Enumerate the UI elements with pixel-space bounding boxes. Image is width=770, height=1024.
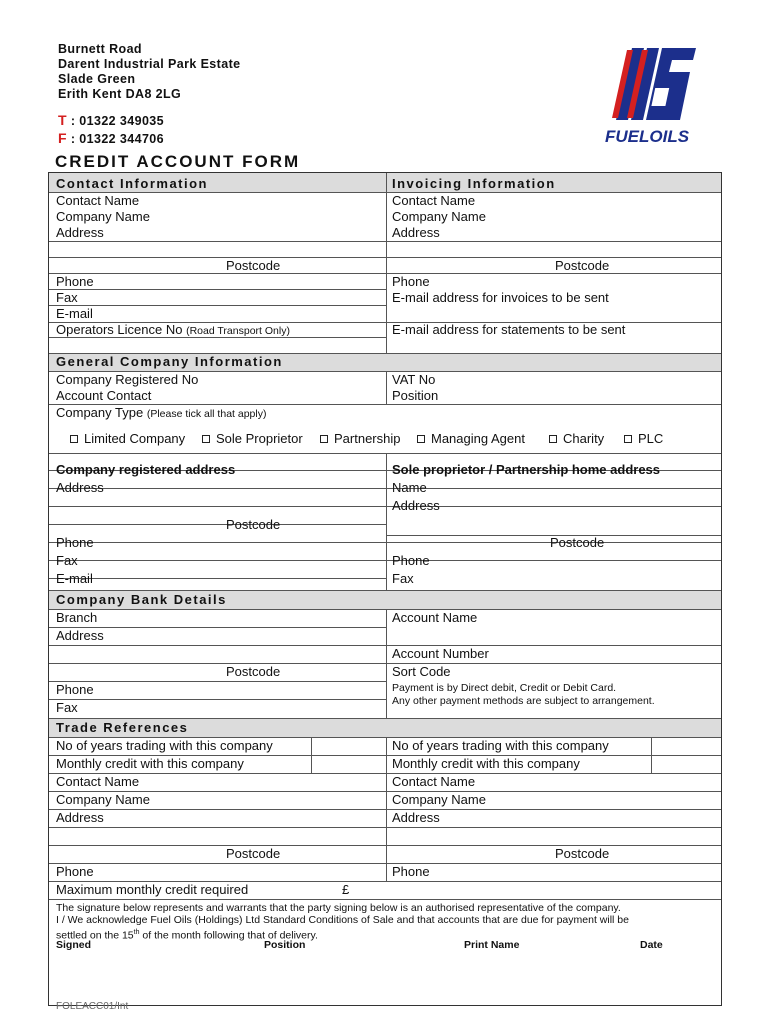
licence-label: Operators Licence No: [56, 322, 183, 337]
option-label: PLC: [638, 431, 664, 446]
sole-name-field[interactable]: Name: [392, 480, 427, 495]
ref1-monthly-field[interactable]: Monthly credit with this company: [56, 756, 244, 771]
signature-position-field[interactable]: Position: [264, 939, 306, 951]
position-field[interactable]: Position: [392, 388, 439, 403]
credit-account-form: [48, 172, 722, 1006]
general-heading: General Company Information: [56, 354, 283, 369]
ref2-company-field[interactable]: Company Name: [392, 792, 486, 807]
declaration-line-1: The signature below represents and warrants that the party signing below is an authorised representative of the company.: [56, 902, 621, 914]
address-line: Erith Kent DA8 2LG: [58, 87, 182, 101]
reg-fax-field[interactable]: Fax: [56, 553, 78, 568]
reg-phone-field[interactable]: Phone: [56, 535, 94, 550]
option-label: Limited Company: [84, 431, 186, 446]
email-field[interactable]: E-mail: [56, 306, 93, 321]
tel-letter: T: [58, 112, 67, 128]
phone-field[interactable]: Phone: [56, 274, 94, 289]
address-field[interactable]: Address: [56, 225, 104, 240]
address-line: Darent Industrial Park Estate: [58, 57, 241, 71]
payment-note-line: Payment is by Direct debit, Credit or Debit Card.: [392, 682, 617, 694]
telephone: [58, 112, 164, 128]
sole-proprietor-heading: Sole proprietor / Partnership home address: [392, 462, 661, 477]
ref2-years-field[interactable]: No of years trading with this company: [392, 738, 609, 753]
ref2-address-field[interactable]: Address: [392, 810, 440, 825]
checkbox-icon[interactable]: [320, 435, 328, 443]
checkbox-icon[interactable]: [70, 435, 78, 443]
invoice-phone-field[interactable]: Phone: [392, 274, 430, 289]
company-address: [58, 42, 241, 102]
checkbox-icon[interactable]: [417, 435, 425, 443]
max-credit-field[interactable]: Maximum monthly credit required: [56, 882, 249, 897]
declaration-text: of the month following that of delivery.: [139, 929, 318, 942]
company-type-label: [56, 405, 266, 422]
vat-no-field[interactable]: VAT No: [392, 372, 436, 387]
invoice-email-field[interactable]: E-mail address for invoices to be sent: [392, 290, 609, 305]
contact-name-field[interactable]: Contact Name: [56, 193, 140, 208]
company-type-note: (Please tick all that apply): [146, 408, 267, 420]
sole-phone-field[interactable]: Phone: [392, 553, 430, 568]
bank-heading: Company Bank Details: [56, 592, 227, 607]
operators-licence-field[interactable]: [56, 322, 290, 339]
option-label: Managing Agent: [431, 431, 525, 446]
postcode-field[interactable]: Postcode: [226, 258, 281, 273]
account-contact-field[interactable]: Account Contact: [56, 388, 152, 403]
option-sole-proprietor[interactable]: [202, 431, 303, 447]
fax-letter: F: [58, 130, 67, 146]
invoice-contact-name-field[interactable]: Contact Name: [392, 193, 476, 208]
bank-phone-field[interactable]: Phone: [56, 682, 94, 697]
invoice-address-field[interactable]: Address: [392, 225, 440, 240]
bank-fax-field[interactable]: Fax: [56, 700, 78, 715]
checkbox-icon[interactable]: [624, 435, 632, 443]
bank-postcode-field[interactable]: Postcode: [226, 664, 281, 679]
registered-no-field[interactable]: Company Registered No: [56, 372, 199, 387]
ref2-phone-field[interactable]: Phone: [392, 864, 430, 879]
trade-heading: Trade References: [56, 720, 189, 735]
declaration-text: settled on the 15: [56, 929, 134, 942]
date-field[interactable]: Date: [640, 939, 663, 951]
ref1-contact-field[interactable]: Contact Name: [56, 774, 140, 789]
ref1-years-field[interactable]: No of years trading with this company: [56, 738, 273, 753]
ordinal-suffix: th: [133, 929, 140, 936]
ref1-company-field[interactable]: Company Name: [56, 792, 150, 807]
option-label: Charity: [563, 431, 605, 446]
invoice-postcode-field[interactable]: Postcode: [555, 258, 610, 273]
checkbox-icon[interactable]: [202, 435, 210, 443]
option-charity[interactable]: [549, 431, 604, 447]
declaration-line-2: I / We acknowledge Fuel Oils (Holdings) Ltd Standard Conditions of Sale and that accounts that are due for payment will be: [56, 914, 629, 926]
bank-address-field[interactable]: Address: [56, 628, 104, 643]
invoice-company-name-field[interactable]: Company Name: [392, 209, 486, 224]
reg-email-field[interactable]: E-mail: [56, 571, 93, 586]
ref1-address-field[interactable]: Address: [56, 810, 104, 825]
fuel-oils-logo: [500, 42, 705, 150]
form-reference: FOLEACC01/Int: [56, 1001, 129, 1012]
sort-code-field[interactable]: Sort Code: [392, 664, 451, 679]
option-plc[interactable]: [624, 431, 663, 447]
ref2-contact-field[interactable]: Contact Name: [392, 774, 476, 789]
sole-address-field[interactable]: Address: [392, 498, 440, 513]
branch-field[interactable]: Branch: [56, 610, 98, 625]
company-type-text: Company Type: [56, 405, 144, 420]
tel-number: : 01322 349035: [70, 114, 165, 128]
pound-sign: £: [342, 882, 350, 897]
contact-heading: Contact Information: [56, 176, 208, 191]
ref1-phone-field[interactable]: Phone: [56, 864, 94, 879]
registered-address-heading: Company registered address: [56, 462, 236, 477]
option-partnership[interactable]: [320, 431, 400, 447]
option-label: Sole Proprietor: [216, 431, 303, 446]
company-name-field[interactable]: Company Name: [56, 209, 150, 224]
statement-email-field[interactable]: E-mail address for statements to be sent: [392, 322, 626, 337]
fax-number: : 01322 344706: [70, 132, 165, 146]
option-managing-agent[interactable]: [417, 431, 525, 447]
reg-postcode-field[interactable]: Postcode: [226, 517, 281, 532]
logo-text: FUELOILS: [605, 127, 690, 146]
checkbox-icon[interactable]: [549, 435, 557, 443]
account-name-field[interactable]: Account Name: [392, 610, 478, 625]
address-line: Slade Green: [58, 72, 136, 86]
print-name-field[interactable]: Print Name: [464, 939, 520, 951]
ref2-monthly-field[interactable]: Monthly credit with this company: [392, 756, 580, 771]
fax: [58, 130, 164, 146]
invoicing-heading: Invoicing Information: [392, 176, 556, 191]
sole-fax-field[interactable]: Fax: [392, 571, 414, 586]
fax-field[interactable]: Fax: [56, 290, 78, 305]
ref1-postcode-field[interactable]: Postcode: [226, 846, 281, 861]
page-title: CREDIT ACCOUNT FORM: [55, 152, 301, 171]
address-line: Burnett Road: [58, 42, 142, 56]
payment-note: [392, 682, 655, 708]
option-limited-company[interactable]: [70, 431, 185, 447]
signed-field[interactable]: Signed: [56, 939, 92, 951]
ref2-postcode-field[interactable]: Postcode: [555, 846, 610, 861]
payment-note-line: Any other payment methods are subject to arrangement.: [392, 695, 655, 707]
reg-address-field[interactable]: Address: [56, 480, 104, 495]
licence-note: (Road Transport Only): [186, 325, 290, 337]
option-label: Partnership: [334, 431, 401, 446]
account-number-field[interactable]: Account Number: [392, 646, 489, 661]
sole-postcode-field[interactable]: Postcode: [550, 535, 605, 550]
